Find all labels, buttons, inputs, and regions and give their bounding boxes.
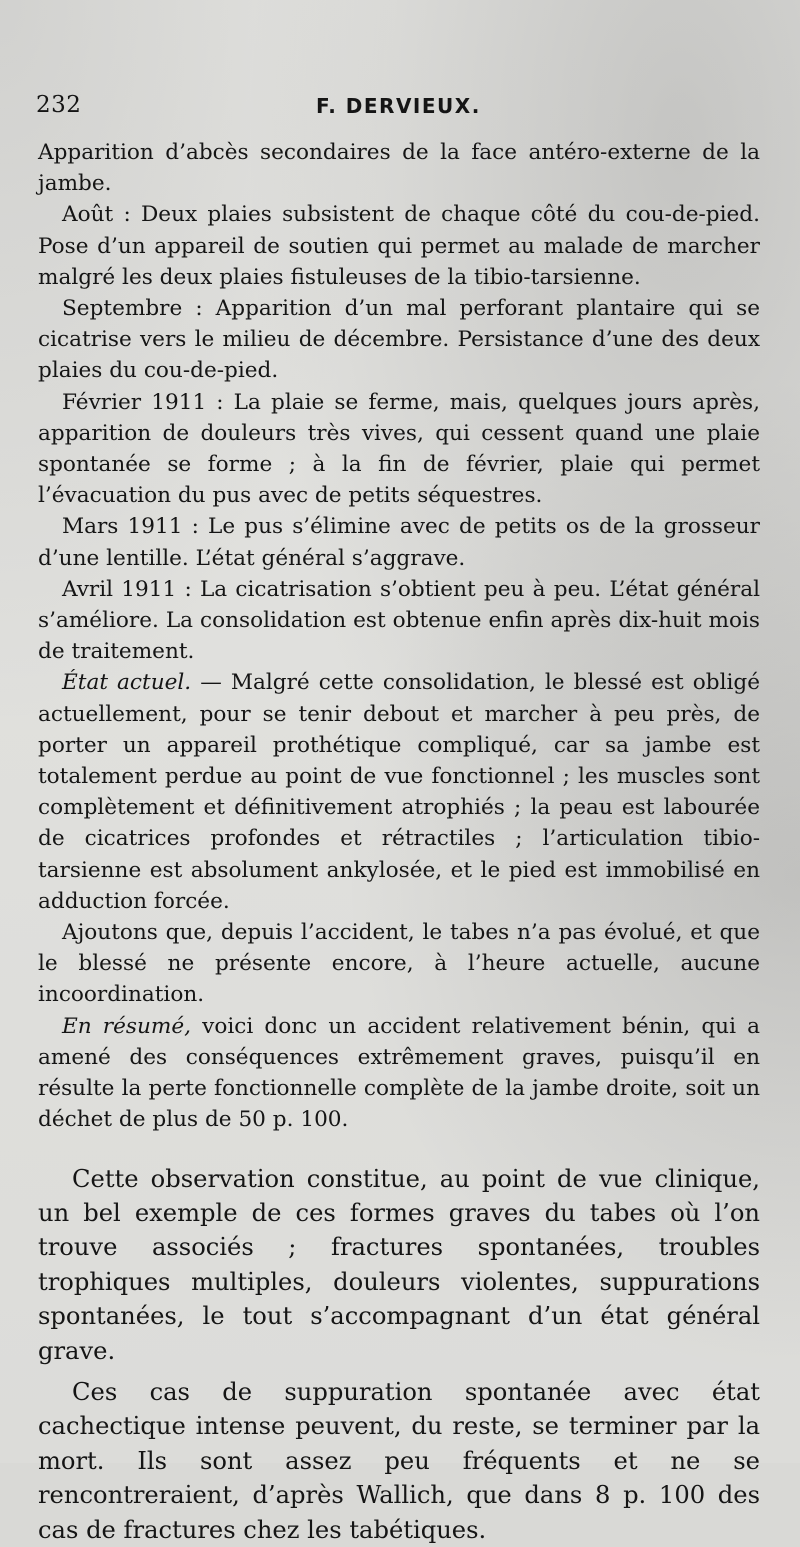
paragraph: Février 1911 : La plaie se ferme, mais, quelques jours après, apparition de douleurs très vives, qui cessent quand une plaie spontanée se forme ; à la fin de février, plaie qui permet l’évacuation du pus avec de petits séquestres. — [38, 389, 760, 509]
paragraph: Août : Deux plaies subsistent de chaque côté du cou-de-pied. Pose d’un appareil de soutien qui permet au malade de marcher malgré les deux plaies fistuleuses de la tibio-tarsienne. — [38, 202, 760, 290]
paragraph-etat-actuel — [38, 667, 760, 917]
paragraph-text: — Malgré cette consolidation, le blessé est obligé actuellement, pour se tenir debout et marcher à peu près, de porter un appareil prothétique compliqué, car sa jambe est totalement perdue au point de vue fonctionnel ; les muscles sont complètement et définitivement atrophiés ; la peau est labourée de cicatrices profondes et rétractiles ; l’articulation tibio-tarsienne est absolument ankylosée, et le pied est immobilisé en adduction forcée. — [38, 670, 760, 914]
commentary-block — [38, 1162, 760, 1547]
paragraph: Mars 1911 : Le pus s’élimine avec de petits os de la grosseur d’une lentille. L’état général s’aggrave. — [38, 514, 760, 571]
paragraph: Ajoutons que, depuis l’accident, le tabes n’a pas évolué, et que le blessé ne présente encore, à l’heure actuelle, aucune incoordination. — [38, 920, 760, 1008]
paragraph: Ces cas de suppuration spontanée avec état cachectique intense peuvent, du reste, se terminer par la mort. Ils sont assez peu fréquents et ne se rencontreraient, d’après Wallich, que dans 8 p. 100 des cas de fractures chez les tabétiques. — [38, 1377, 760, 1544]
paragraph: Apparition d’abcès secondaires de la face antéro-externe de la jambe. — [38, 140, 760, 197]
paragraph: Septembre : Apparition d’un mal perforant plantaire qui se cicatrise vers le milieu de décembre. Persistance d’une des deux plaies du cou-de-pied. — [38, 296, 760, 384]
paragraph: Avril 1911 : La cicatrisation s’obtient peu à peu. L’état général s’améliore. La consolidation est obtenue enfin après dix-huit mois de traitement. — [38, 576, 760, 665]
paragraph-resume — [38, 1011, 760, 1136]
page-body — [38, 137, 760, 1547]
italic-lead: État actuel. — [62, 670, 192, 696]
observation-block — [38, 137, 760, 1136]
page-header — [36, 92, 756, 128]
paragraph: Cette observation constitue, au point de vue clinique, un bel exemple de ces formes graves du tabes où l’on trouve associés ; fractures spontanées, troubles trophiques multiples, douleurs violentes, suppurations spontanées, le tout s’accompagnant d’un état général grave. — [38, 1164, 760, 1365]
paragraph-text: voici donc un accident relativement bénin, qui a amené des conséquences extrêmement graves, puisqu’il en résulte la perte fonctionnelle complète de la jambe droite, soit un déchet de plus de 50 p. 100. — [38, 1013, 761, 1133]
running-head: F. DERVIEUX. — [316, 94, 481, 118]
page-number: 232 — [36, 92, 82, 118]
italic-lead: En résumé, — [62, 1013, 192, 1039]
